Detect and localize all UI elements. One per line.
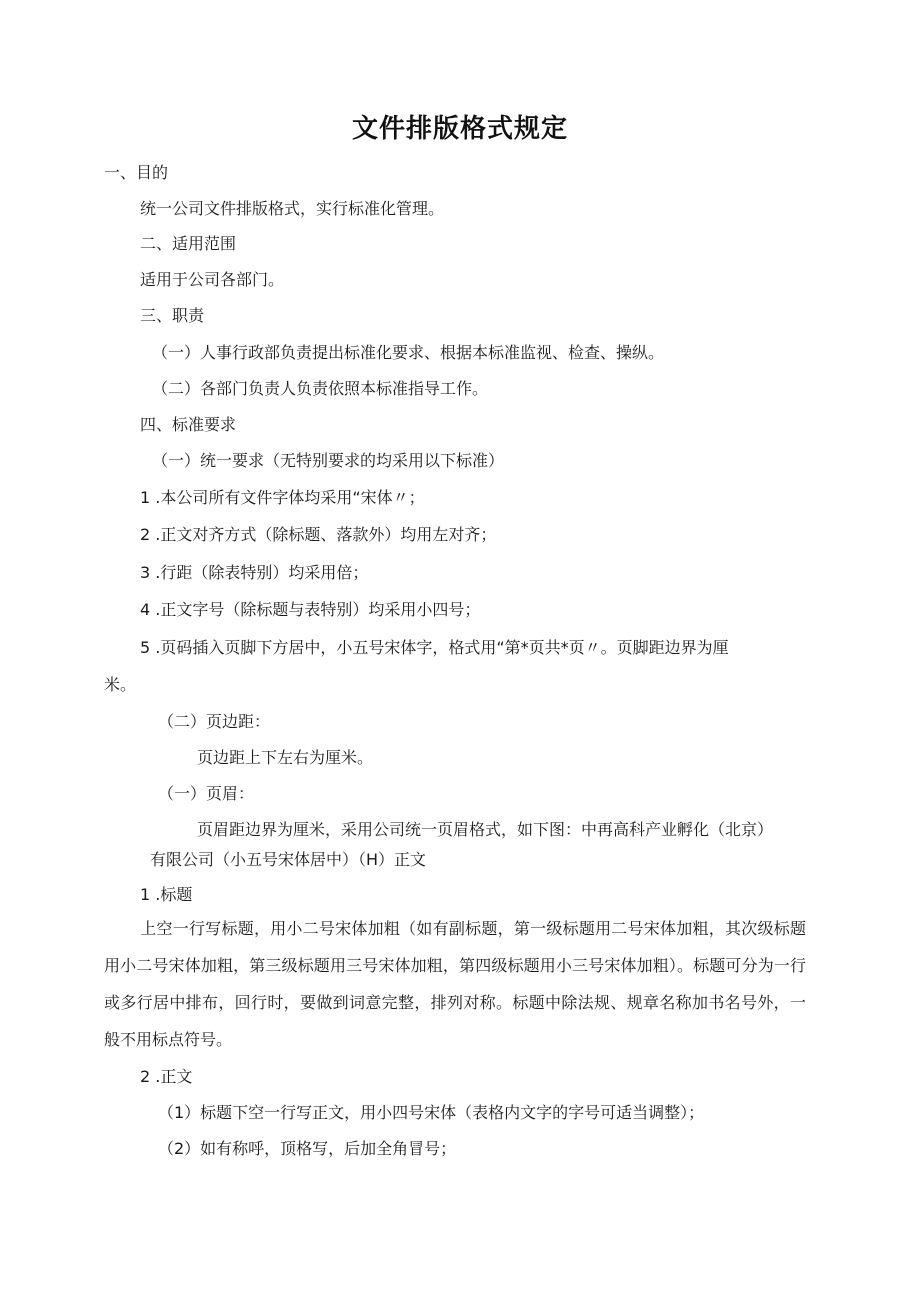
subsection-header-body-line-2: 有限公司（小五号宋体居中）（H）正文 <box>150 850 427 869</box>
section-heading-scope: 二、适用范围 <box>140 234 237 253</box>
rule-item-4: 4 .正文字号（除标题与表特别）均采用小四号； <box>140 600 481 619</box>
duty-item-2: （二）各部门负责人负责依照本标准指导工作。 <box>152 379 489 398</box>
rule-item-5-line-2: 米。 <box>104 675 137 694</box>
body-rule-item-1: （1）标题下空一行写正文，用小四号宋体（表格内文字的字号可适当调整）； <box>158 1103 705 1122</box>
section-heading-duties: 三、职责 <box>140 306 205 325</box>
body-rule-item-2: （2）如有称呼，顶格写，后加全角冒号； <box>158 1139 457 1158</box>
rule-body-title-text: 上空一行写标题，用小二号宋体加粗（如有副标题，第一级标题用二号宋体加粗，其次级标题用小二号宋体加粗，第三级标题用三号宋体加粗，第四级标题用小三号宋体加粗）。标题可分为一行或多行居中排布，回行时，要做到词意完整，排列对称。标题中除法规、规章名称加书名号外，一般不用标点符号。 <box>104 919 806 1049</box>
section-heading-standards: 四、标准要求 <box>140 415 237 434</box>
rule-body-title <box>104 910 806 1058</box>
subsection-margins-body: 页边距上下左右为厘米。 <box>197 748 374 767</box>
duty-item-1: （一）人事行政部负责提出标准化要求、根据本标准监视、检查、操纵。 <box>152 343 665 362</box>
section-body-scope: 适用于公司各部门。 <box>140 270 285 289</box>
rule-item-1: 1 .本公司所有文件字体均采用“宋体〃； <box>140 488 425 507</box>
rule-heading-title: 1 .标题 <box>140 885 193 904</box>
rule-heading-body-text: 2 .正文 <box>140 1067 193 1086</box>
section-heading-purpose: 一、目的 <box>104 163 169 182</box>
document-title: 文件排版格式规定 <box>351 114 568 144</box>
rule-item-5-line-1: 5 .页码插入页脚下方居中，小五号宋体字，格式用“第*页共*页〃。页脚距边界为厘 <box>140 638 729 657</box>
subsection-header-body-line-1: 页眉距边界为厘米，采用公司统一页眉格式，如下图：中再高科产业孵化（北京） <box>197 820 774 839</box>
rule-item-3: 3 .行距（除表特别）均采用倍； <box>140 563 369 582</box>
subsection-margins: （二）页边距： <box>158 712 271 731</box>
subsection-header: （一）页眉： <box>158 784 255 803</box>
subsection-unified-requirements: （一）统一要求（无特别要求的均采用以下标准） <box>152 451 505 470</box>
section-body-purpose: 统一公司文件排版格式，实行标准化管理。 <box>140 199 445 218</box>
rule-item-2: 2 .正文对齐方式（除标题、落款外）均用左对齐； <box>140 525 497 544</box>
